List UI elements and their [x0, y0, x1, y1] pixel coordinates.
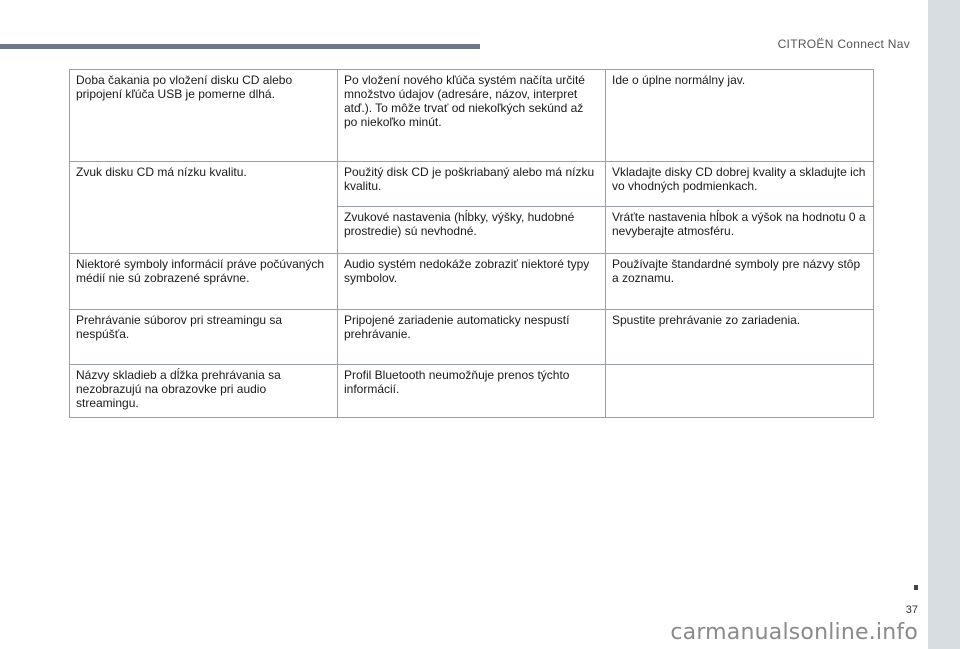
table-row — [70, 70, 874, 162]
header-rule — [0, 44, 480, 49]
table-row — [70, 162, 874, 207]
solution-cell: Používajte štandardné symboly pre názvy stôp a zoznamu. — [606, 254, 874, 310]
cause-cell: Zvukové nastavenia (hĺbky, výšky, hudobné prostredie) sú nevhodné. — [338, 207, 606, 254]
side-strip — [928, 0, 960, 649]
table-row — [70, 254, 874, 310]
page-number: 37 — [905, 604, 918, 616]
table-row — [70, 310, 874, 365]
solution-cell: Spustite prehrávanie zo zariadenia. — [606, 310, 874, 365]
cause-cell: Audio systém nedokáže zobraziť niektoré typy symbolov. — [338, 254, 606, 310]
problem-cell: Doba čakania po vložení disku CD alebo pripojení kľúča USB je pomerne dlhá. — [70, 70, 338, 162]
solution-cell: Vkladajte disky CD dobrej kvality a skladujte ich vo vhodných podmienkach. — [606, 162, 874, 207]
cause-cell: Profil Bluetooth neumožňuje prenos týchto informácií. — [338, 365, 606, 418]
problem-cell: Niektoré symboly informácií práve počúvaných médií nie sú zobrazené správne. — [70, 254, 338, 310]
cause-cell: Po vložení nového kľúča systém načíta určité množstvo údajov (adresáre, názov, interpret atď.). To môže trvať od niekoľkých sekúnd až po niekoľko minút. — [338, 70, 606, 162]
problem-cell: Zvuk disku CD má nízku kvalitu. — [70, 162, 338, 254]
troubleshooting-table — [69, 69, 874, 418]
problem-cell: Prehrávanie súborov pri streamingu sa nespúšťa. — [70, 310, 338, 365]
brand-title: CITROËN Connect Nav — [777, 37, 910, 51]
cause-cell: Použitý disk CD je poškriabaný alebo má nízku kvalitu. — [338, 162, 606, 207]
solution-cell: Vráťte nastavenia hĺbok a výšok na hodnotu 0 a nevyberajte atmosféru. — [606, 207, 874, 254]
table-row — [70, 365, 874, 418]
problem-cell: Názvy skladieb a dĺžka prehrávania sa nezobrazujú na obrazovke pri audio streamingu. — [70, 365, 338, 418]
cause-cell: Pripojené zariadenie automaticky nespustí prehrávanie. — [338, 310, 606, 365]
watermark-text: carmanualsonline.info — [670, 620, 918, 645]
page-marker — [914, 585, 918, 590]
solution-cell: Ide o úplne normálny jav. — [606, 70, 874, 162]
solution-cell — [606, 365, 874, 418]
